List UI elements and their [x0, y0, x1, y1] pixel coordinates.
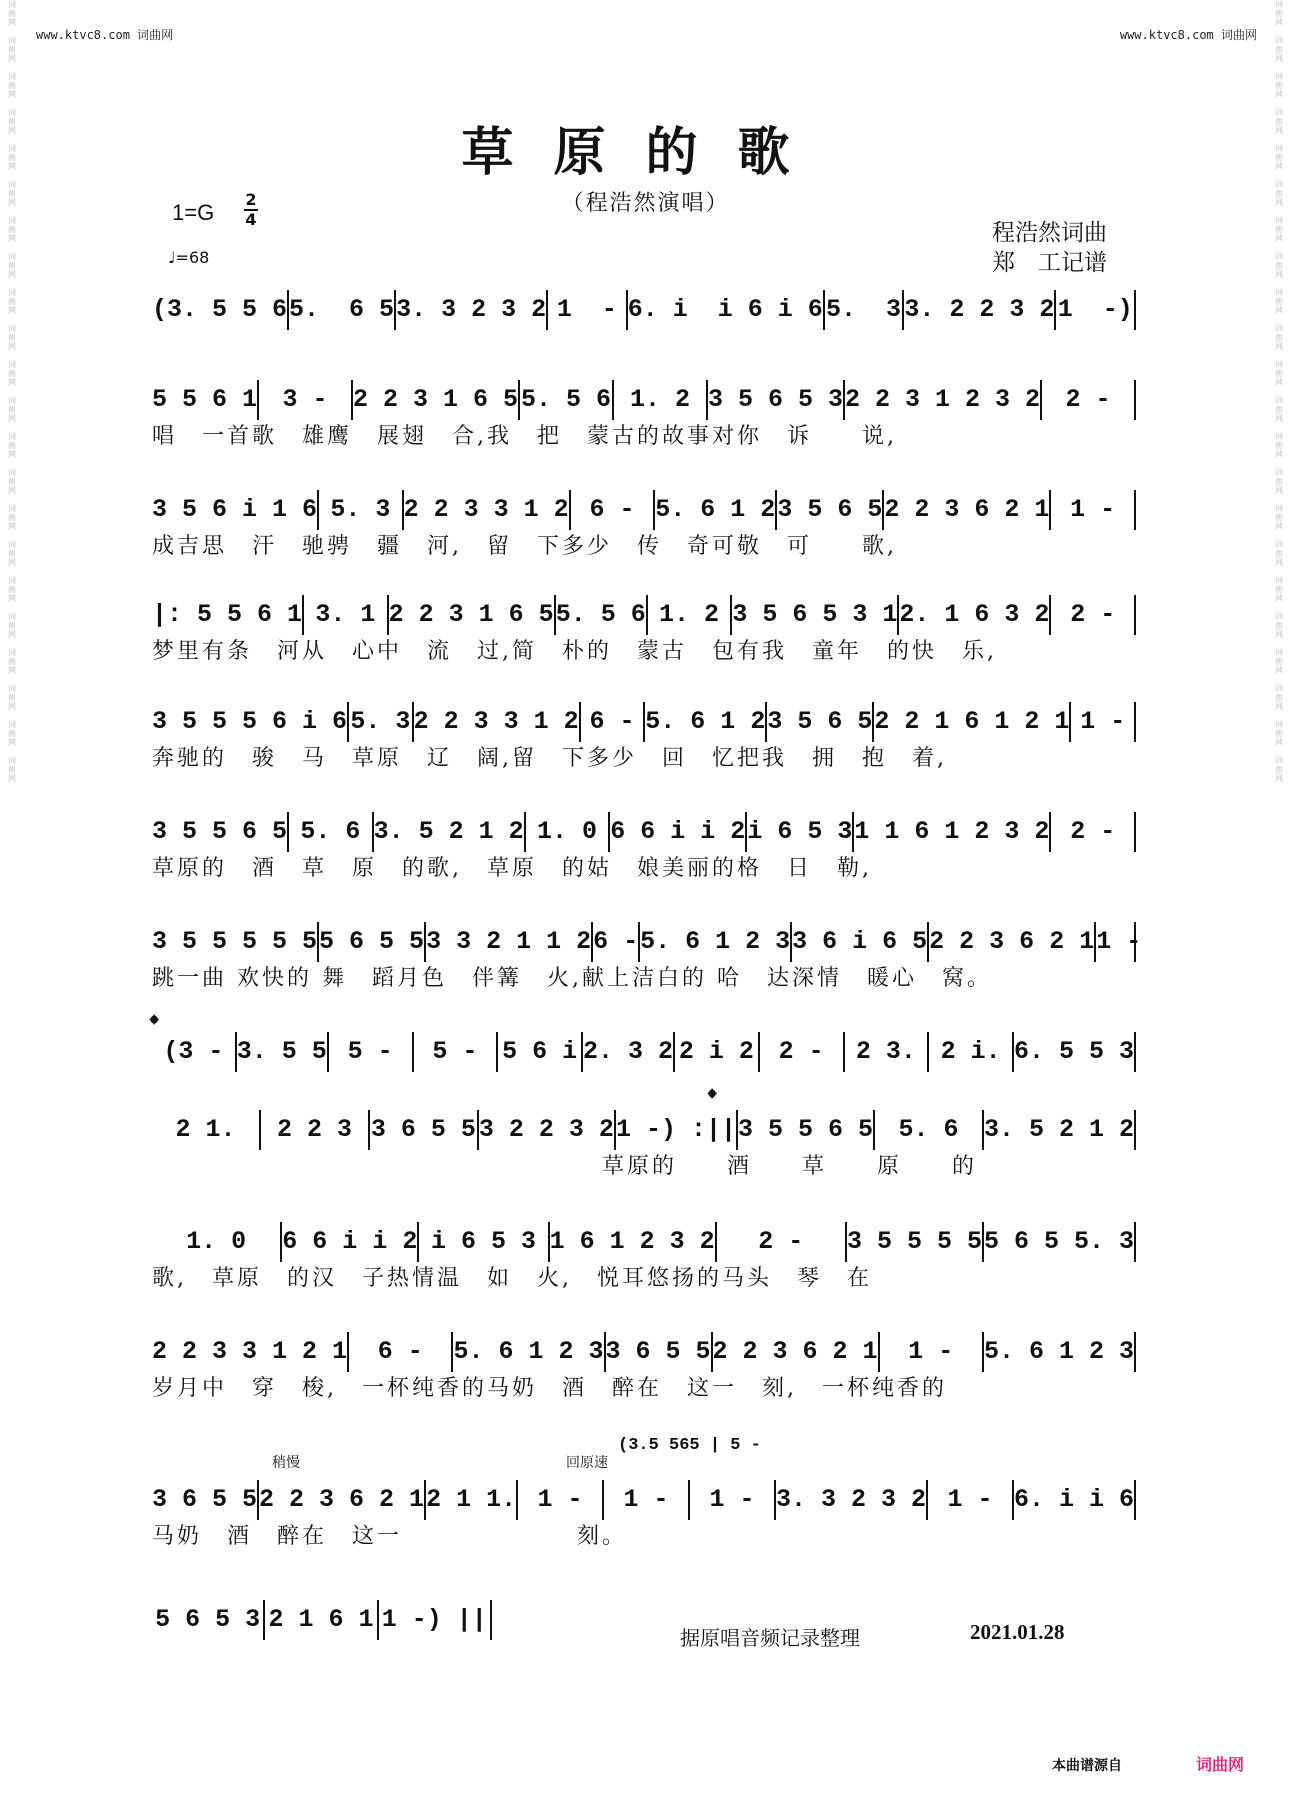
- watermark-char: 词: [1275, 144, 1283, 153]
- watermark-char: 曲: [8, 621, 16, 630]
- time-signature: [244, 192, 258, 228]
- measure: 1. 2: [612, 380, 706, 420]
- watermark-char: 网: [8, 18, 16, 27]
- notation-line: [152, 1480, 1136, 1520]
- site-watermark-right: www.ktvc8.com 词曲网: [1119, 28, 1257, 42]
- measure: 1 -: [878, 1332, 982, 1372]
- performer-subtitle: （程浩然演唱）: [561, 191, 730, 216]
- date: 2021.01.28: [970, 1620, 1065, 1644]
- watermark-char: 词: [8, 396, 16, 405]
- measure: 3 5 6 5: [775, 490, 882, 530]
- watermark-char: 词: [1275, 216, 1283, 225]
- measure: 5. 6 1 2: [643, 702, 765, 742]
- watermark-char: 网: [8, 450, 16, 459]
- watermark-char: 网: [1275, 198, 1283, 207]
- measure: (3 -: [163, 1037, 224, 1066]
- watermark-char: 词: [1275, 432, 1283, 441]
- watermark-char: 曲: [1275, 117, 1283, 126]
- time-numerator: 2: [245, 190, 257, 209]
- watermark-char: 网: [8, 702, 16, 711]
- watermark-char: 曲: [1275, 621, 1283, 630]
- watermark-char: 词: [8, 180, 16, 189]
- measure: 6. 5 5 3: [1012, 1032, 1134, 1072]
- measure: 3 5 5 6 5: [736, 1110, 873, 1150]
- measure: 5. 6: [287, 812, 372, 852]
- key-signature: 1=G: [172, 200, 215, 225]
- lyric-line: 歌, 草原 的汉 子热情温 如 火, 悦耳悠扬的马头 琴 在: [152, 1266, 872, 1291]
- watermark-char: 曲: [8, 693, 16, 702]
- measure: 2 1 6 1: [263, 1600, 376, 1640]
- measure: 2 -: [1049, 812, 1134, 852]
- measure: 3. 3 2 3 2: [774, 1480, 926, 1520]
- watermark-char: 网: [1275, 666, 1283, 675]
- measure: 2 i 2: [673, 1032, 758, 1072]
- score-system: [152, 595, 1136, 669]
- watermark-char: 网: [1275, 378, 1283, 387]
- watermark-char: 词: [1275, 540, 1283, 549]
- notation-line: [152, 490, 1136, 530]
- watermark-char: 曲: [8, 45, 16, 54]
- watermark-char: 网: [8, 486, 16, 495]
- measure: 2 3.: [843, 1032, 928, 1072]
- measure: 6 6 i i 2: [280, 1222, 417, 1262]
- watermark-char: 网: [1275, 306, 1283, 315]
- measure: 2 2 3 6 2 1: [711, 1332, 878, 1372]
- measure: 1. 0: [186, 1227, 247, 1256]
- watermark-char: 词: [8, 468, 16, 477]
- measure: 1 -: [1069, 702, 1134, 742]
- watermark-char: 曲: [8, 225, 16, 234]
- watermark-char: 网: [8, 162, 16, 171]
- watermark-char: 曲: [8, 441, 16, 450]
- measure: 3 5 6 i 1 6: [152, 495, 318, 524]
- score-system: [152, 380, 1136, 454]
- watermark-char: 词: [8, 324, 16, 333]
- measure: 1 -: [546, 290, 626, 330]
- measure: 2 2 3 6 2 1: [257, 1480, 424, 1520]
- notation-line: [152, 1222, 1136, 1262]
- measure: 3 5 6 5 3: [706, 380, 843, 420]
- watermark-char: 网: [1275, 486, 1283, 495]
- notation-line: [152, 812, 1136, 852]
- measure: 2. 3 2: [581, 1032, 673, 1072]
- watermark-char: 词: [8, 612, 16, 621]
- measure: 5. 5 6: [554, 595, 646, 635]
- watermark-char: 曲: [8, 369, 16, 378]
- notation-line: [152, 1110, 1136, 1150]
- measure: 3 -: [257, 380, 351, 420]
- measure: 3 2 2 3 2: [477, 1110, 614, 1150]
- measure: 2 2 3 1 2 3 2: [843, 380, 1040, 420]
- watermark-char: 网: [8, 198, 16, 207]
- watermark-char: 曲: [1275, 261, 1283, 270]
- watermark-char: 词: [1275, 180, 1283, 189]
- watermark-char: 曲: [1275, 693, 1283, 702]
- watermark-char: 网: [1275, 594, 1283, 603]
- watermark-char: 网: [1275, 90, 1283, 99]
- watermark-char: 曲: [8, 405, 16, 414]
- watermark-char: 曲: [8, 477, 16, 486]
- watermark-char: 网: [1275, 126, 1283, 135]
- watermark-char: 词: [1275, 36, 1283, 45]
- measure: 3. 1: [302, 595, 387, 635]
- watermark-char: 词: [1275, 648, 1283, 657]
- measure: 5 6 5 3: [155, 1605, 261, 1634]
- watermark-char: 曲: [8, 765, 16, 774]
- measure: 5. 3: [823, 290, 903, 330]
- watermark-char: 曲: [8, 81, 16, 90]
- score-system: [152, 1332, 1136, 1406]
- watermark-char: 网: [1275, 18, 1283, 27]
- watermark-char: 网: [8, 738, 16, 747]
- measure: 5. 6 1 2 3: [982, 1332, 1134, 1372]
- site-watermark-left: www.ktvc8.com 词曲网: [36, 28, 174, 42]
- watermark-char: 词: [8, 756, 16, 765]
- measure: 1 -: [1049, 490, 1134, 530]
- score-system: [152, 1480, 1136, 1554]
- watermark-char: 曲: [1275, 45, 1283, 54]
- measure: i 6 5 3: [745, 812, 852, 852]
- watermark-char: 网: [8, 54, 16, 63]
- watermark-char: 词: [1275, 324, 1283, 333]
- watermark-char: 词: [1275, 612, 1283, 621]
- watermark-char: 曲: [1275, 405, 1283, 414]
- measure: 3 5 5 5 6 i 6: [152, 707, 348, 736]
- watermark-char: 曲: [1275, 369, 1283, 378]
- lyric-line: 草原的 酒 草 原 的歌, 草原 的姑 娘美丽的格 日 勒,: [152, 856, 872, 881]
- watermark-char: 词: [8, 360, 16, 369]
- watermark-char: 词: [8, 684, 16, 693]
- measure: 5. 5 6: [518, 380, 612, 420]
- watermark-char: 词: [8, 252, 16, 261]
- notation-line: [152, 702, 1136, 742]
- measure: 1 6 1 2 3 2: [548, 1222, 715, 1262]
- measure: 1 -: [926, 1480, 1012, 1520]
- measure: 5. 3: [317, 490, 402, 530]
- watermark-char: 曲: [1275, 765, 1283, 774]
- lyric-line: 跳一曲 欢快的 舞 蹈月色 伴篝 火,献上洁白的 哈 达深情 暖心 窝。: [152, 966, 992, 991]
- watermark-char: 词: [1275, 252, 1283, 261]
- measure: 2 2 3 3 1 2: [402, 490, 569, 530]
- watermark-char: 网: [1275, 234, 1283, 243]
- measure: 5. 6 1 2 3: [451, 1332, 603, 1372]
- measure: 3 5 6 5: [765, 702, 872, 742]
- measure: 3 6 5 5: [152, 1485, 258, 1514]
- measure: 1 -) :||: [614, 1110, 736, 1150]
- measure: 3. 2 2 3 2: [902, 290, 1054, 330]
- measure: 3 6 5 5: [604, 1332, 711, 1372]
- measure: 2 2 3 1 6 5: [351, 380, 518, 420]
- watermark-char: 词: [1275, 72, 1283, 81]
- lyric-line: 奔驰的 骏 马 草原 辽 阔,留 下多少 回 忆把我 拥 抱 着,: [152, 746, 947, 771]
- measure: 6. i i 6: [1012, 1480, 1134, 1520]
- watermark-char: 词: [1275, 576, 1283, 585]
- tempo-marking: ♩=68: [168, 248, 210, 267]
- watermark-char: 曲: [1275, 81, 1283, 90]
- measure: 3 5 5 5 5 5: [152, 927, 318, 956]
- measure: 3 5 5 6 5: [152, 817, 288, 846]
- measure: 2 2 3 6 2 1: [927, 922, 1094, 962]
- left-watermark-strip: [2, 0, 22, 1805]
- watermark-char: 词: [8, 648, 16, 657]
- watermark-char: 曲: [8, 657, 16, 666]
- score-system: [152, 290, 1136, 364]
- watermark-char: 曲: [1275, 225, 1283, 234]
- measure: 6 -: [591, 922, 638, 962]
- watermark-char: 曲: [1275, 729, 1283, 738]
- credits: [992, 218, 1107, 278]
- watermark-char: 词: [1275, 504, 1283, 513]
- measure: 3 5 6 5 3 1: [730, 595, 897, 635]
- watermark-char: 曲: [8, 585, 16, 594]
- watermark-char: 曲: [1275, 441, 1283, 450]
- watermark-char: 词: [8, 288, 16, 297]
- notation-line: [152, 290, 1136, 330]
- watermark-char: 网: [8, 666, 16, 675]
- watermark-char: 网: [1275, 414, 1283, 423]
- watermark-char: 词: [8, 108, 16, 117]
- watermark-char: 词: [1275, 108, 1283, 117]
- measure: 5 -: [412, 1032, 497, 1072]
- watermark-char: 曲: [8, 117, 16, 126]
- measure: 3. 5 2 1 2: [982, 1110, 1134, 1150]
- watermark-char: 词: [8, 36, 16, 45]
- score-system: [152, 1600, 492, 1674]
- watermark-char: 网: [8, 774, 16, 783]
- watermark-char: 网: [1275, 162, 1283, 171]
- lyric-line: 唱 一首歌 雄鹰 展翅 合,我 把 蒙古的故事对你 诉 说,: [152, 424, 897, 449]
- measure: 2 1 1.: [424, 1480, 516, 1520]
- lyric-line: 草原的 酒 草 原 的: [152, 1154, 978, 1179]
- measure: 2 -: [715, 1222, 845, 1262]
- measure: 2 2 1 6 1 2 1: [872, 702, 1069, 742]
- score-system: [152, 812, 1136, 886]
- score-system: [152, 1110, 1136, 1184]
- watermark-char: 词: [8, 576, 16, 585]
- notation-line: [152, 922, 1142, 962]
- measure: 2 2 3 3 1 2: [412, 702, 579, 742]
- measure: 2 2 3 3 1 2 1: [152, 1337, 348, 1366]
- measure: 2 i.: [927, 1032, 1012, 1072]
- measure: 6 -: [579, 702, 644, 742]
- measure: 2 2 3 1 6 5: [387, 595, 554, 635]
- watermark-char: 曲: [1275, 333, 1283, 342]
- lyric-line: [152, 1640, 492, 1674]
- measure: 5. 6 5: [287, 290, 394, 330]
- measure: 2 -: [1049, 595, 1134, 635]
- watermark-char: 词: [1275, 684, 1283, 693]
- watermark-char: 词: [1275, 396, 1283, 405]
- watermark-char: 词: [1275, 288, 1283, 297]
- watermark-char: 词: [8, 72, 16, 81]
- small-intro-phrase: (3.5 565 | 5 -: [618, 1436, 761, 1455]
- watermark-char: 曲: [1275, 657, 1283, 666]
- watermark-char: 曲: [1275, 549, 1283, 558]
- watermark-char: 词: [8, 0, 16, 9]
- measure: 5. 6: [873, 1110, 982, 1150]
- measure: 2. 1 6 3 2: [897, 595, 1049, 635]
- watermark-char: 网: [8, 342, 16, 351]
- watermark-char: 词: [8, 720, 16, 729]
- measure: 5. 3: [347, 702, 412, 742]
- watermark-char: 网: [1275, 450, 1283, 459]
- right-watermark-strip: [1269, 0, 1289, 1805]
- time-denominator: 4: [245, 210, 257, 229]
- lyric-line: 成吉思 汗 驰骋 疆 河, 留 下多少 传 奇可敬 可 歌,: [152, 534, 897, 559]
- source-label: 本曲谱源自: [1052, 1758, 1122, 1774]
- measure: 3 5 5 5 5: [845, 1222, 982, 1262]
- lyric-line: 梦里有条 河从 心中 流 过,简 朴的 蒙古 包有我 童年 的快 乐,: [152, 639, 997, 664]
- watermark-char: 曲: [1275, 9, 1283, 18]
- measure: 6 -: [569, 490, 654, 530]
- measure: 2 -: [1040, 380, 1134, 420]
- watermark-char: 曲: [1275, 153, 1283, 162]
- watermark-char: 网: [1275, 342, 1283, 351]
- watermark-char: 网: [8, 126, 16, 135]
- measure: 2 2 3 6 2 1: [882, 490, 1049, 530]
- measure: 5 6 5 5: [317, 922, 424, 962]
- watermark-char: 网: [8, 270, 16, 279]
- score-system: [152, 1222, 1136, 1296]
- lyric-line: 马奶 酒 醉在 这一 刻。: [152, 1524, 628, 1549]
- watermark-char: 词: [1275, 0, 1283, 9]
- watermark-char: 网: [8, 306, 16, 315]
- notation-line: [152, 595, 1136, 635]
- watermark-char: 网: [1275, 702, 1283, 711]
- watermark-char: 词: [8, 432, 16, 441]
- watermark-char: 网: [1275, 630, 1283, 639]
- measure: 3. 5 2 1 2: [372, 812, 524, 852]
- score-system: [152, 1032, 1136, 1106]
- lyric-line: 岁月中 穿 梭, 一杯纯香的马奶 酒 醉在 这一 刻, 一杯纯香的: [152, 1376, 947, 1401]
- watermark-char: 网: [8, 90, 16, 99]
- watermark-char: 网: [8, 630, 16, 639]
- measure: 1. 0: [524, 812, 609, 852]
- measure: 2 -: [758, 1032, 843, 1072]
- watermark-char: 曲: [8, 261, 16, 270]
- watermark-char: 曲: [8, 9, 16, 18]
- measure: 5 6 i: [496, 1032, 581, 1072]
- watermark-char: 网: [8, 594, 16, 603]
- watermark-char: 曲: [8, 549, 16, 558]
- measure: 6 -: [347, 1332, 451, 1372]
- song-title: 草原的歌: [461, 122, 830, 183]
- measure: (3. 5 5 6: [152, 295, 288, 324]
- watermark-char: 曲: [1275, 513, 1283, 522]
- notation-line: [152, 1032, 1136, 1072]
- measure: |: 5 5 6 1: [152, 600, 303, 629]
- watermark-char: 词: [1275, 360, 1283, 369]
- watermark-char: 曲: [8, 513, 16, 522]
- measure: 5 5 6 1: [152, 385, 258, 414]
- measure: 1 -): [1054, 290, 1134, 330]
- measure: 6 6 i i 2: [608, 812, 745, 852]
- watermark-char: 网: [8, 414, 16, 423]
- notation-line: [152, 1332, 1136, 1372]
- coda-sign-2: 𝄌: [708, 1084, 717, 1112]
- watermark-char: 网: [1275, 522, 1283, 531]
- watermark-char: 词: [8, 504, 16, 513]
- measure: 1 -: [688, 1480, 774, 1520]
- watermark-char: 网: [1275, 738, 1283, 747]
- watermark-char: 网: [1275, 54, 1283, 63]
- watermark-char: 曲: [1275, 297, 1283, 306]
- watermark-char: 曲: [8, 153, 16, 162]
- lyric-line: [152, 330, 1136, 364]
- watermark-char: 网: [8, 522, 16, 531]
- measure: 2 2 3: [259, 1110, 368, 1150]
- measure: 3 6 5 5: [368, 1110, 477, 1150]
- slow-marking: 稍慢: [272, 1455, 300, 1471]
- credit-lyrics-music: 程浩然词曲: [992, 220, 1107, 246]
- measure: 3. 3 2 3 2: [394, 290, 546, 330]
- score-system: [152, 490, 1136, 564]
- watermark-char: 曲: [1275, 189, 1283, 198]
- credit-transcriber: 郑 工记谱: [992, 250, 1107, 276]
- watermark-char: 词: [1275, 468, 1283, 477]
- watermark-char: 曲: [1275, 585, 1283, 594]
- watermark-char: 曲: [8, 297, 16, 306]
- measure: 5. 6 1 2 3: [638, 922, 790, 962]
- measure: 1. 2: [646, 595, 731, 635]
- brand-logo: 词曲网: [1196, 1755, 1245, 1774]
- watermark-char: 网: [1275, 270, 1283, 279]
- lyric-line: [152, 1072, 1136, 1106]
- watermark-char: 曲: [1275, 477, 1283, 486]
- watermark-char: 词: [8, 144, 16, 153]
- measure: 3 3 2 1 1 2: [424, 922, 591, 962]
- watermark-char: 网: [1275, 558, 1283, 567]
- measure: 5 6 5 5. 3: [982, 1222, 1134, 1262]
- watermark-char: 网: [8, 558, 16, 567]
- watermark-char: 曲: [8, 189, 16, 198]
- measure: 3. 5 5: [235, 1032, 327, 1072]
- measure: 1 -) ||: [377, 1600, 490, 1640]
- notation-line: [152, 1600, 492, 1640]
- measure: 6. i i 6 i 6: [626, 290, 823, 330]
- measure: 1 -: [1094, 922, 1141, 962]
- coda-sign-1: 𝄌: [150, 1010, 159, 1038]
- score-system: [152, 922, 1142, 996]
- footnote: 据原唱音频记录整理: [680, 1626, 860, 1650]
- watermark-char: 曲: [8, 333, 16, 342]
- notation-line: [152, 380, 1136, 420]
- watermark-char: 网: [1275, 774, 1283, 783]
- watermark-char: 词: [8, 540, 16, 549]
- measure: 5 -: [327, 1032, 412, 1072]
- watermark-char: 词: [1275, 720, 1283, 729]
- watermark-char: 网: [8, 378, 16, 387]
- watermark-char: 网: [8, 234, 16, 243]
- watermark-char: 词: [8, 216, 16, 225]
- measure: 1 1 6 1 2 3 2: [852, 812, 1049, 852]
- measure: 1 -: [516, 1480, 602, 1520]
- watermark-char: 词: [1275, 756, 1283, 765]
- measure: 3 6 i 6 5: [790, 922, 927, 962]
- measure: 5. 6 1 2: [653, 490, 775, 530]
- measure: i 6 5 3: [417, 1222, 547, 1262]
- score-system: [152, 702, 1136, 776]
- return-tempo-marking: 回原速: [566, 1455, 608, 1471]
- watermark-char: 曲: [8, 729, 16, 738]
- measure: 2 1.: [175, 1115, 236, 1144]
- measure: 1 -: [602, 1480, 688, 1520]
